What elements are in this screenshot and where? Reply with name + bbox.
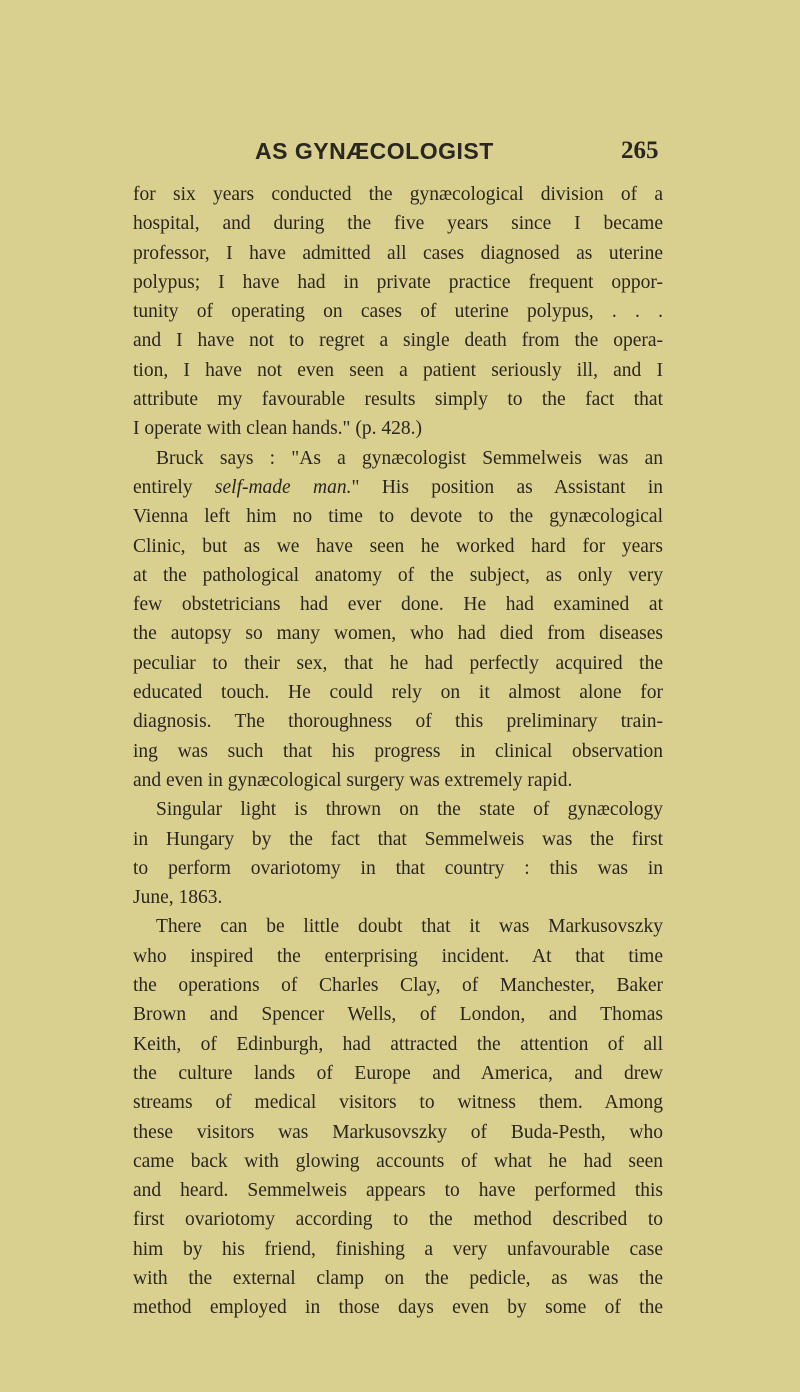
text-line: him by his friend, finishing a very unfavourable case (133, 1238, 663, 1260)
text-line: entirely self-made man." His position as Assistant in (133, 476, 663, 498)
text-line: the operations of Charles Clay, of Manchester, Baker (133, 975, 663, 997)
text-line: polypus; I have had in private practice frequent oppor- (133, 271, 663, 293)
text-line: came back with glowing accounts of what he had seen (133, 1150, 663, 1172)
running-title: AS GYNÆCOLOGIST (255, 138, 494, 164)
text-line: professor, I have admitted all cases diagnosed as uterine (133, 242, 663, 264)
text-line: the autopsy so many women, who had died from diseases (133, 623, 663, 645)
text-line: for six years conducted the gynæcological division of a (133, 184, 663, 205)
text-line: and even in gynæcological surgery was extremely rapid. (133, 769, 573, 791)
text-line: in Hungary by the fact that Semmelweis was the first (133, 828, 663, 850)
text-line: few obstetricians had ever done. He had examined at (133, 594, 663, 616)
text-line: these visitors was Markusovszky of Buda-Pesth, who (133, 1121, 663, 1143)
text-line: There can be little doubt that it was Markusovszky (156, 916, 663, 938)
text-line: streams of medical visitors to witness them. Among (133, 1092, 663, 1114)
text-line: attribute my favourable results simply to the fact that (133, 389, 663, 411)
running-head (0, 138, 800, 172)
text-line: tunity of operating on cases of uterine polypus, . . . (133, 301, 663, 323)
text-line: Brown and Spencer Wells, of London, and Thomas (133, 1004, 663, 1026)
text-line: I operate with clean hands." (p. 428.) (133, 418, 422, 440)
italic-phrase: self-made man. (214, 476, 352, 498)
text-line: tion, I have not even seen a patient seriously ill, and I (133, 359, 663, 381)
text-line: ing was such that his progress in clinical observation (133, 740, 663, 762)
text-line: Clinic, but as we have seen he worked hard for years (133, 535, 663, 557)
text-line: and I have not to regret a single death from the opera- (133, 330, 663, 352)
text-line: first ovariotomy according to the method described to (133, 1209, 663, 1231)
page-number: 265 (621, 137, 659, 164)
text-line: peculiar to their sex, that he had perfectly acquired the (133, 652, 663, 674)
text-line: Keith, of Edinburgh, had attracted the attention of all (133, 1033, 663, 1055)
text-line: who inspired the enterprising incident. At that time (133, 945, 663, 967)
text-line: the culture lands of Europe and America, and drew (133, 1062, 663, 1084)
body-text (133, 180, 663, 1323)
text-line: method employed in those days even by some of the (133, 1297, 663, 1319)
text-line: Vienna left him no time to devote to the gynæcological (133, 506, 663, 528)
text-line: at the pathological anatomy of the subject, as only very (133, 564, 663, 586)
text-line: Singular light is thrown on the state of gynæcology (156, 799, 663, 821)
text-line: and heard. Semmelweis appears to have performed this (133, 1180, 663, 1202)
text-line: educated touch. He could rely on it almost alone for (133, 682, 663, 704)
text-line: June, 1863. (133, 887, 223, 909)
text-line: with the external clamp on the pedicle, as was the (133, 1267, 663, 1289)
text-line: diagnosis. The thoroughness of this preliminary train- (133, 711, 663, 733)
text-line: Bruck says : "As a gynæcologist Semmelweis was an (156, 447, 663, 469)
text-line: to perform ovariotomy in that country : this was in (133, 857, 663, 879)
text-line: hospital, and during the five years since I became (133, 213, 663, 235)
